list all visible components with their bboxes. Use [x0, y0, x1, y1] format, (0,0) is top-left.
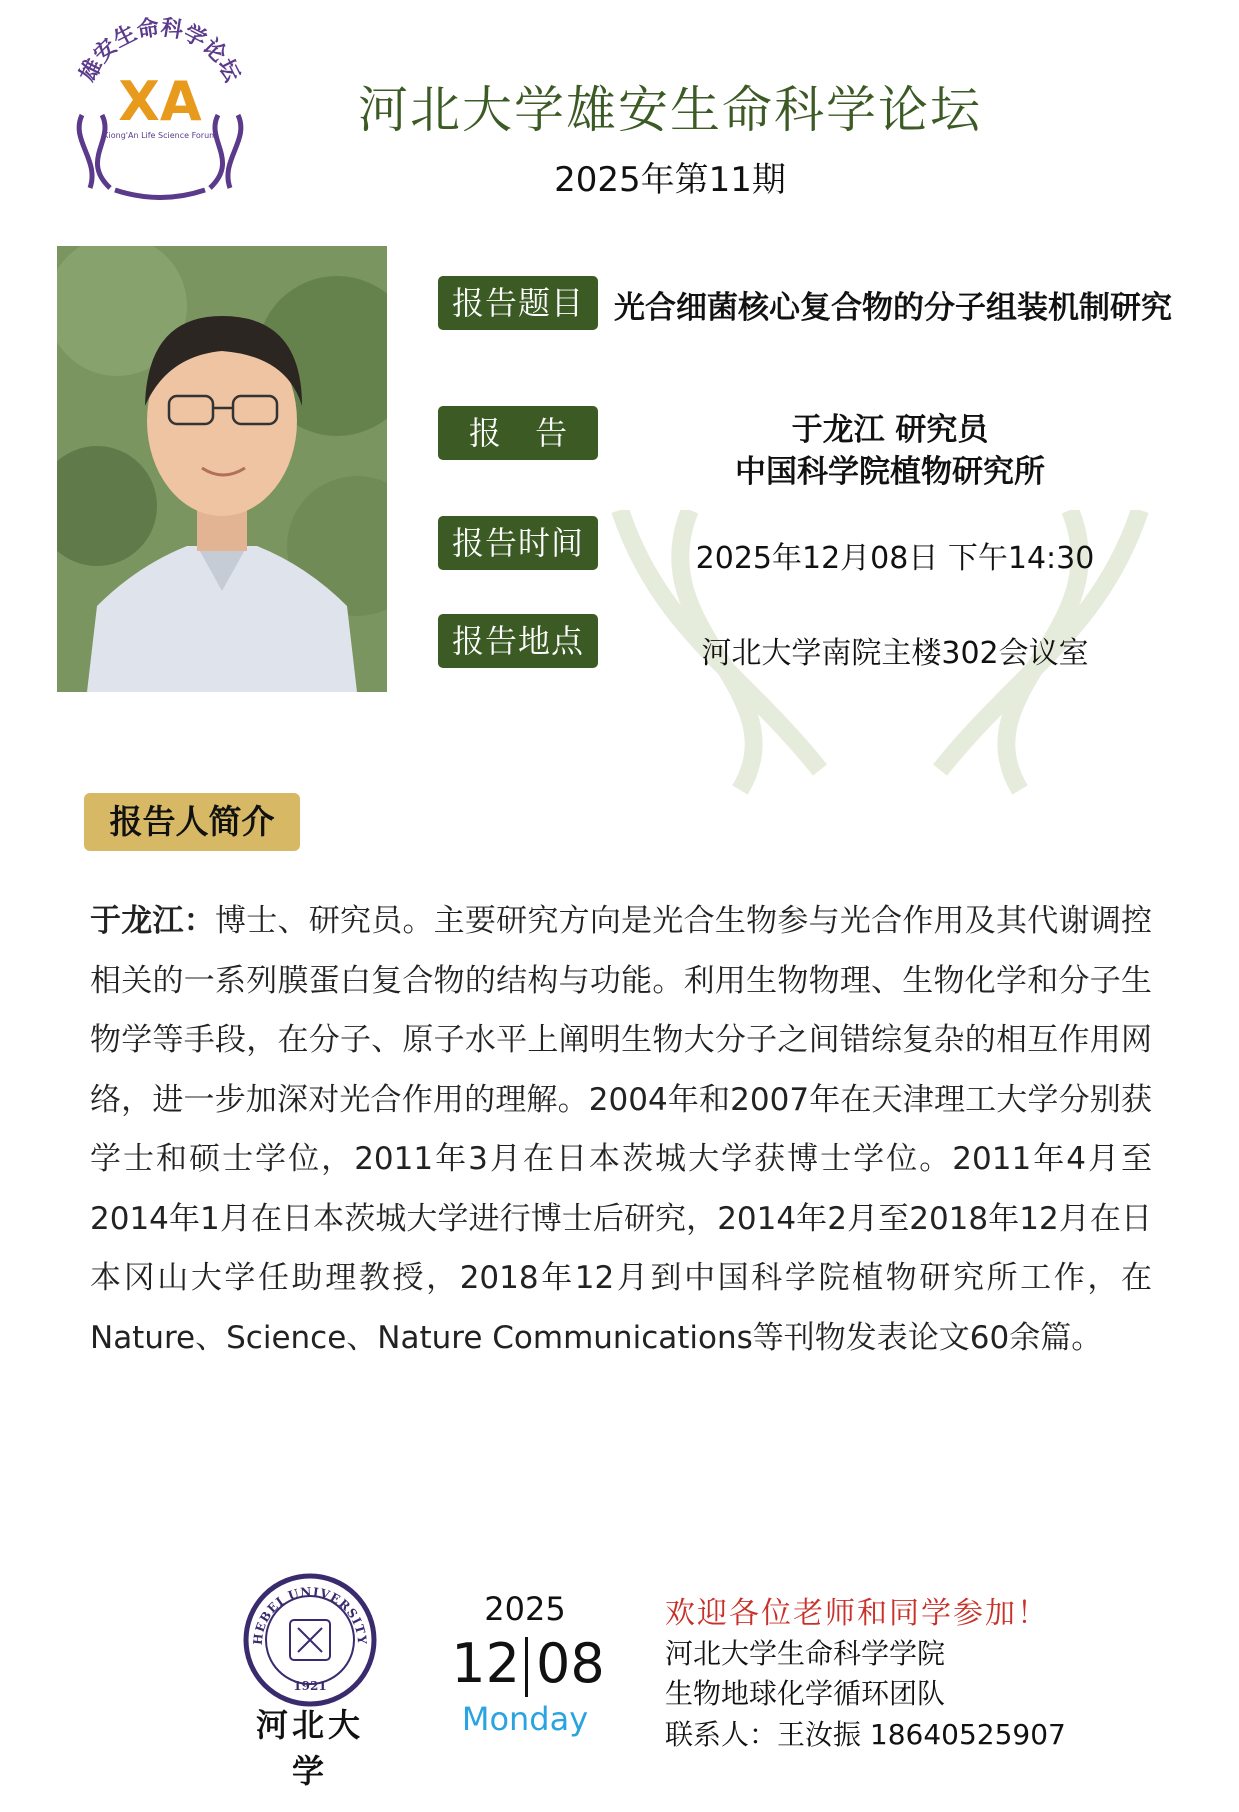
date-month: 12	[451, 1632, 520, 1695]
bio-body: 博士、研究员。主要研究方向是光合生物参与光合作用及其代谢调控相关的一系列膜蛋白复合物的结构与功能。利用生物物理、生物化学和分子生物学等手段，在分子、原子水平上阐明生物大分子之间错综复杂的相互作用网络，进一步加深对光合作用的理解。2004年和2007年在天津理工大学分别获学士和硕士学位，2011年3月在日本茨城大学获博士学位。2011年4月至2014年1月在日本茨城大学进行博士后研究，2014年2月至2018年12月在日本冈山大学任助理教授，2018年12月到中国科学院植物研究所工作，在Nature、Science、Nature Communications等刊物发表论文60余篇。	[90, 903, 1153, 1356]
date-weekday: Monday	[461, 1700, 589, 1738]
forum-title: 河北大学雄安生命科学论坛	[358, 81, 982, 139]
svg-text:XA: XA	[118, 70, 202, 133]
date-year: 2025	[484, 1590, 566, 1628]
bio-name: 于龙江：	[90, 903, 215, 939]
speaker-photo	[57, 246, 387, 692]
speaker-organization: 中国科学院植物研究所	[735, 454, 1045, 490]
topic-value: 光合细菌核心复合物的分子组装机制研究	[614, 290, 1172, 326]
organizer-team: 生物地球化学循环团队	[665, 1677, 946, 1710]
organizer-college: 河北大学生命科学学院	[665, 1637, 946, 1670]
time-label: 报告时间	[438, 516, 598, 570]
time-value: 2025年12月08日 下午14:30	[695, 541, 1095, 576]
date-separator	[525, 1637, 528, 1697]
university-name: 河北大学	[255, 1706, 364, 1790]
issue-number: 2025年第11期	[554, 160, 786, 200]
svg-text:HEBEI UNIVERSITY: HEBEI UNIVERSITY	[250, 1584, 370, 1646]
welcome-message: 欢迎各位老师和同学参加！	[665, 1596, 1049, 1631]
hebei-university-seal	[240, 1570, 380, 1710]
place-label: 报告地点	[438, 614, 598, 668]
svg-text:1921: 1921	[293, 1679, 327, 1693]
speaker-name: 于龙江 研究员	[791, 412, 989, 448]
forum-logo	[60, 10, 260, 200]
contact-info: 联系人：王汝振 18640525907	[665, 1718, 1066, 1751]
svg-text:雄安生命科学论坛: 雄安生命科学论坛	[75, 15, 245, 86]
bio-text	[90, 892, 1152, 1368]
bio-heading: 报告人简介	[84, 793, 300, 851]
topic-label: 报告题目	[438, 276, 598, 330]
place-value: 河北大学南院主楼302会议室	[701, 636, 1089, 671]
speaker-label: 报 告 人	[438, 406, 598, 460]
date-day: 08	[536, 1632, 605, 1695]
svg-text:Xiong'An Life Science Forum: Xiong'An Life Science Forum	[103, 131, 217, 140]
